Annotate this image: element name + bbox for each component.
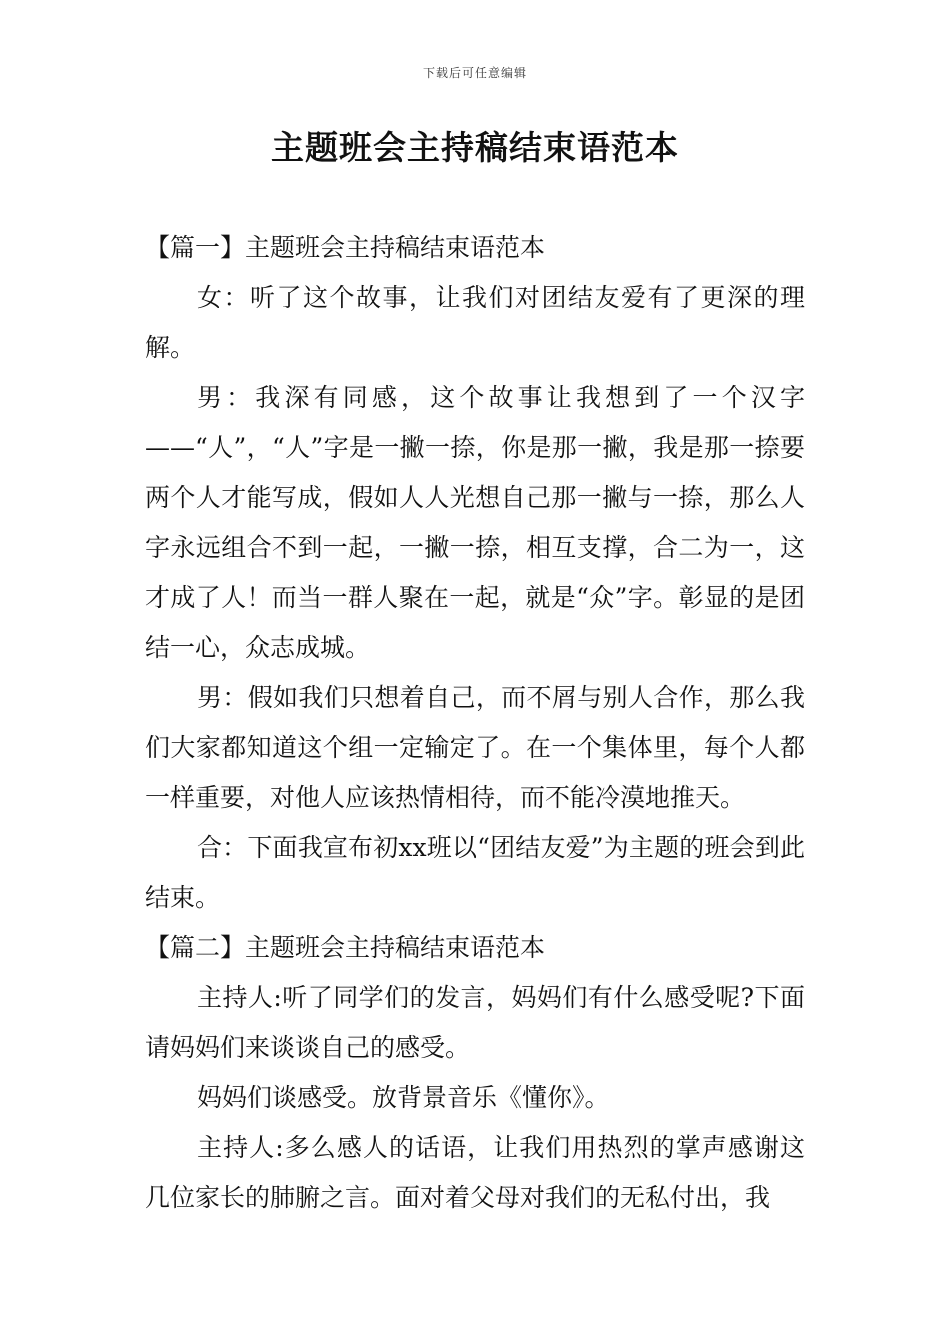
document-title: 主题班会主持稿结束语范本 (271, 128, 679, 167)
paragraph: 男：我深有同感，这个故事让我想到了一个汉字——“人”，“人”字是一撇一捺，你是那一撇，我是那一捺要两个人才能写成，假如人人光想自己那一撇与一捺，那么人字永远组合不到一起，一撇一捺，相互支撑，合二为一，这才成了人！而当一群人聚在一起，就是“众”字。彰显的是团结一心，众志成城。 (145, 383, 805, 662)
page-header-note: 下载后可任意编辑 (422, 66, 527, 80)
paragraph: 主持人:多么感人的话语，让我们用热烈的掌声感谢这几位家长的肺腑之言。面对着父母对我们的无私付出，我 (145, 1133, 805, 1212)
paragraph: 女：听了这个故事，让我们对团结友爱有了更深的理解。 (145, 283, 805, 362)
paragraph: 男：假如我们只想着自己，而不屑与别人合作，那么我们大家都知道这个组一定输定了。在一个集体里，每个人都一样重要，对他人应该热情相待，而不能冷漠地推天。 (145, 683, 805, 812)
paragraph: 妈妈们谈感受。放背景音乐《懂你》。 (197, 1083, 610, 1112)
section-heading-1: 【篇一】主题班会主持稿结束语范本 (145, 233, 546, 262)
paragraph: 合：下面我宣布初xx班以“团结友爱”为主题的班会到此结束。 (145, 833, 805, 912)
document-body (145, 223, 805, 1223)
paragraph: 主持人:听了同学们的发言，妈妈们有什么感受呢?下面请妈妈们来谈谈自己的感受。 (145, 983, 805, 1062)
section-heading-2: 【篇二】主题班会主持稿结束语范本 (145, 933, 546, 962)
